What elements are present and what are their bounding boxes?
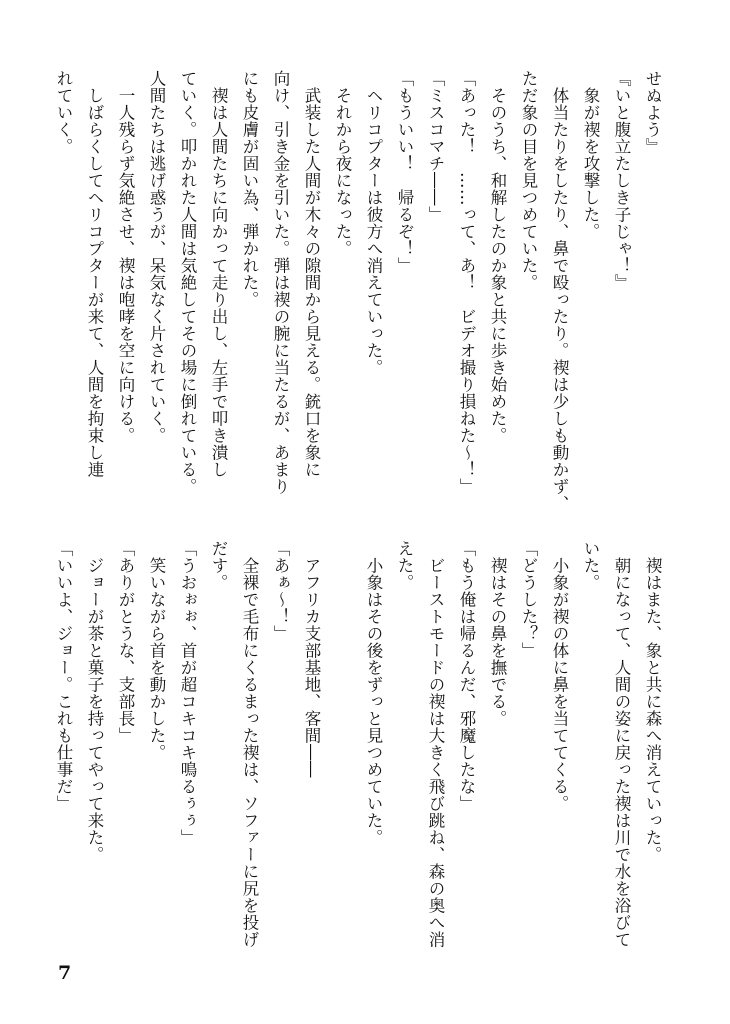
text-line: だす。: [209, 540, 228, 591]
text-line: ビーストモードの禊は大きく飛び跳ね、森の奥へ消: [426, 540, 445, 948]
text-line: 向け、引き金を引いた。弾は禊の腕に当たるが、あまり: [271, 70, 290, 495]
text-line: それから夜になった。: [333, 70, 352, 257]
text-line: 「どうした？」: [519, 540, 538, 659]
text-line: ヘリコプターは彼方へ消えていった。: [364, 70, 383, 376]
text-line: 体当たりをしたり、鼻で殴ったり。禊は少しも動かず、: [550, 70, 569, 512]
text-line: れていく。: [54, 70, 73, 155]
text-line: 武装した人間が木々の隙間から見える。銃口を象に: [302, 70, 321, 478]
text-line: しばらくしてヘリコプターが来て、人間を拘束し連: [85, 70, 104, 478]
text-line: 禊はまた、象と共に森へ消えていった。: [643, 540, 662, 863]
page-number: 7: [58, 962, 72, 984]
text-line: 象が禊を攻撃した。: [581, 70, 600, 240]
text-line: 禊は人間たちに向かって走り出し、左手で叩き潰し: [209, 70, 228, 478]
text-line: 「ありがとうな、支部長」: [116, 540, 135, 744]
text-line: せぬよう』: [643, 70, 662, 155]
text-line: 『いと腹立たしき子じゃ！』: [612, 70, 631, 291]
text-line: 「あった！ ……って、あ！ ビデオ撮り損ねた～！」: [457, 70, 476, 495]
text-line: にも皮膚が固い為、弾かれた。: [240, 70, 259, 308]
section-break: [327, 540, 358, 980]
text-line: 「もういい！ 帰るぞ！」: [395, 70, 414, 274]
text-line: ジョーが茶と菓子を持ってやって来た。: [85, 540, 104, 863]
text-line: えた。: [395, 540, 414, 591]
text-line: 笑いながら首を動かした。: [147, 540, 166, 761]
text-line: 「ミスコマチ――」: [426, 70, 445, 223]
text-line: 「いいよ、ジョー。これも仕事だ」: [54, 540, 73, 812]
text-line: 人間たちは逃げ惑うが、呆気なく片されていく。: [147, 70, 166, 444]
text-line: 小象が禊の体に鼻を当ててくる。: [550, 540, 569, 812]
text-line: ただ象の目を見つめていた。: [519, 70, 538, 291]
text-line: アフリカ支部基地、客間――: [302, 540, 321, 778]
text-line: 「あぁ～！」: [271, 540, 290, 642]
text-line: そのうち、和解したのか象と共に歩き始めた。: [488, 70, 507, 444]
text-line: 全裸で毛布にくるまった禊は、ソファーに尻を投げ: [240, 540, 259, 948]
text-column-top: [48, 70, 668, 520]
text-line: 禊はその鼻を撫でる。: [488, 540, 507, 727]
text-line: 朝になって、人間の姿に戻った禊は川で水を浴びて: [612, 540, 631, 948]
text-line: 小象はその後をずっと見つめていた。: [364, 540, 383, 846]
text-line: 「もう俺は帰るんだ、邪魔したな」: [457, 540, 476, 812]
text-line: 「うおぉぉ、首が超コキコキ鳴るぅぅ」: [178, 540, 197, 846]
text-line: いた。: [581, 540, 600, 591]
text-line: ていく。叩かれた人間は気絶してその場に倒れている。: [178, 70, 197, 495]
text-column-bottom: [48, 540, 668, 980]
text-line: 一人残らず気絶させ、禊は咆哮を空に向ける。: [116, 70, 135, 444]
